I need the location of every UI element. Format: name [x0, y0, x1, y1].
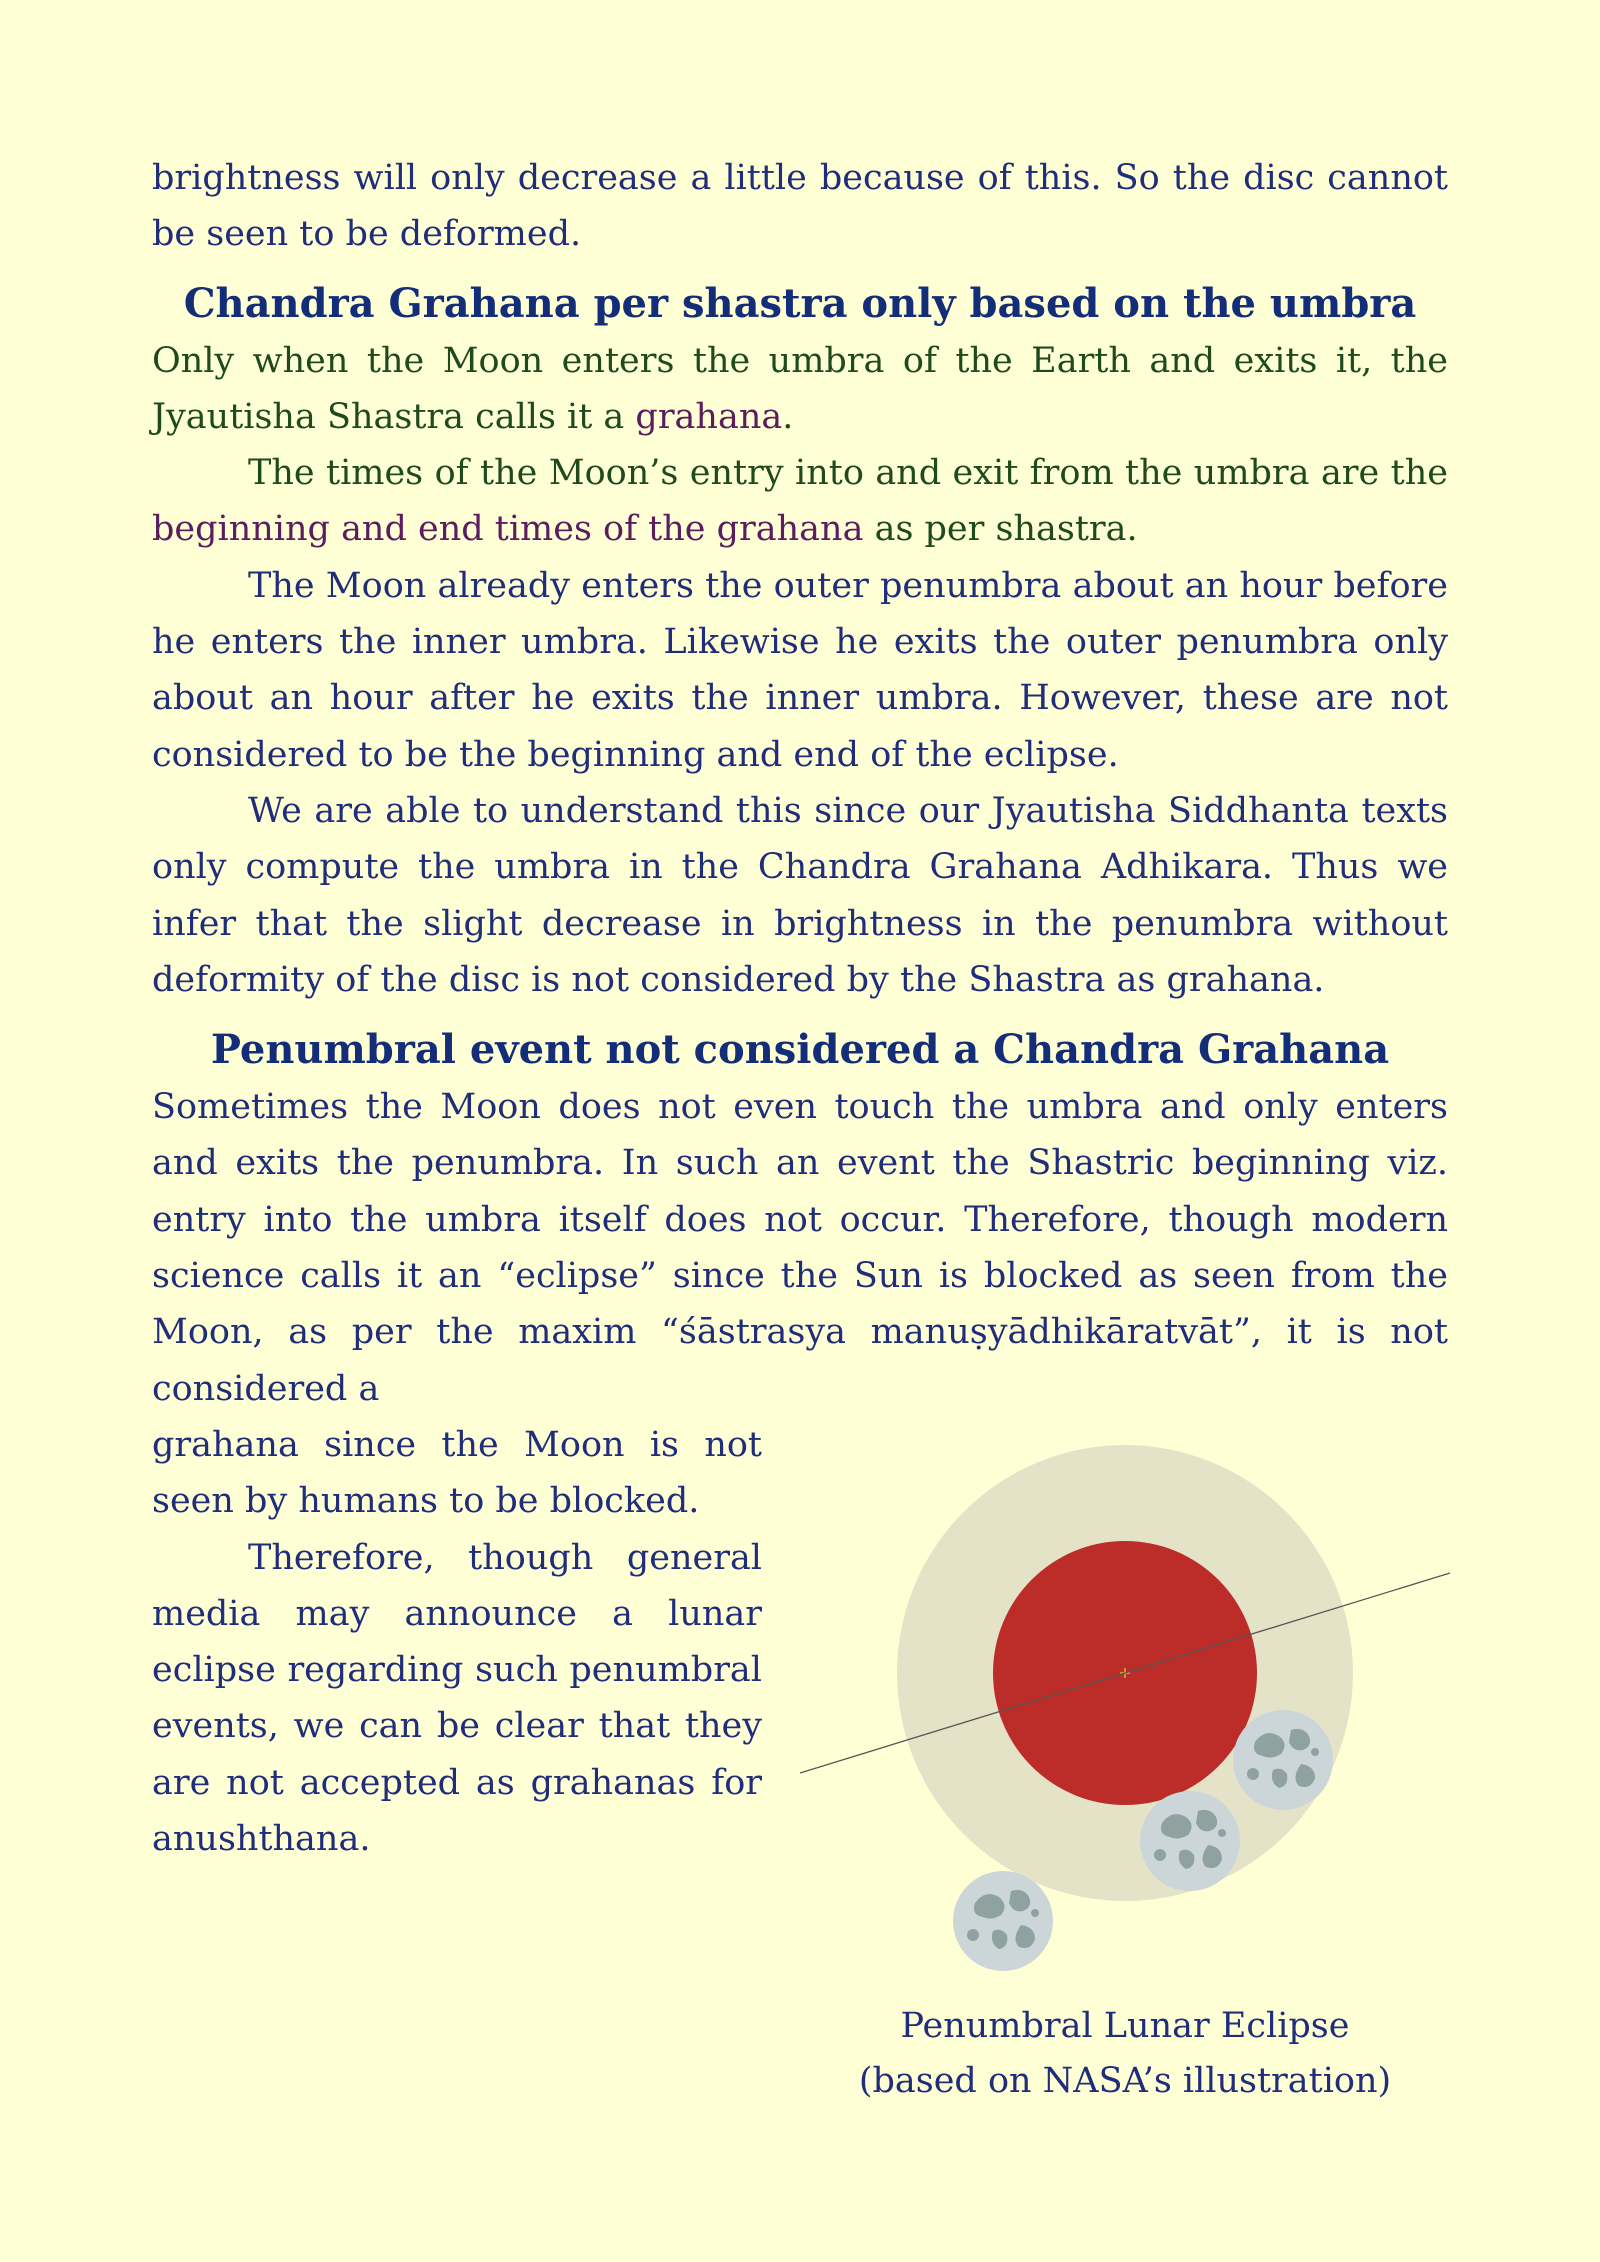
text-segment: as per shastra. — [863, 509, 1138, 550]
section-heading-penumbral: Penumbral event not considered a Chandra Grahana — [210, 1026, 1390, 1074]
text-segment: Only when the Moon enters the umbra of the Earth and exits it, the Jyautisha Shastra calls it a — [152, 340, 1448, 437]
text-segment: The times of the Moon’s entry into and exit from the umbra are the — [248, 453, 1448, 494]
link-grahana[interactable]: grahana — [635, 396, 783, 437]
paragraph-media-announcement: Therefore, though general media may announce a lunar eclipse regarding such penumbral events, we can be clear that they are not accepted as grahanas for anushthana. — [152, 1537, 762, 1860]
paragraph-penumbral-event-continued: grahana since the Moon is not seen by humans to be blocked. — [152, 1424, 762, 1522]
caption-title: Penumbral Lunar Eclipse — [900, 2006, 1350, 2046]
moon-icon — [953, 1871, 1053, 1971]
paragraph-siddhanta-texts: We are able to understand this since our Jyautisha Siddhanta texts only compute the umbra in the Chandra Grahana Adhikara. Thus we infer that the slight decrease in brightness in the penumbra without deformity of the disc is not considered by the Shastra as grahana. — [152, 790, 1448, 1000]
paragraph-penumbra-entry: The Moon already enters the outer penumbra about an hour before he enters the inner umbra. Likewise he exits the outer penumbra only about an hour after he exits the inner umbra. However, these are not considered to be the beginning and end of the eclipse. — [152, 565, 1448, 775]
moon-icon — [1233, 1710, 1333, 1810]
paragraph-umbra-definition — [152, 333, 1448, 446]
paragraph-continued: brightness will only decrease a little because of this. So the disc cannot be seen to be deformed. — [152, 158, 1448, 255]
caption-source: (based on NASA’s illustration) — [858, 2061, 1392, 2101]
paragraph-grahana-times — [152, 445, 1448, 558]
figure-caption — [795, 1999, 1455, 2109]
link-grahana-times[interactable]: beginning and end times of the grahana — [152, 509, 864, 550]
text-segment: . — [782, 396, 794, 437]
paragraph-penumbral-event: Sometimes the Moon does not even touch the umbra and only enters and exits the penumbra. In such an event the Shastric beginning viz. entry into the umbra itself does not occur. Therefore, though modern science calls it an “eclipse” since the Sun is blocked as seen from the Moon, as per the maxim “śāstrasya manuṣyādhikāratvāt”, it is not considered a — [152, 1087, 1448, 1409]
moon-icon — [1140, 1791, 1240, 1891]
section-heading-umbra: Chandra Grahana per shastra only based on the umbra — [183, 279, 1417, 327]
